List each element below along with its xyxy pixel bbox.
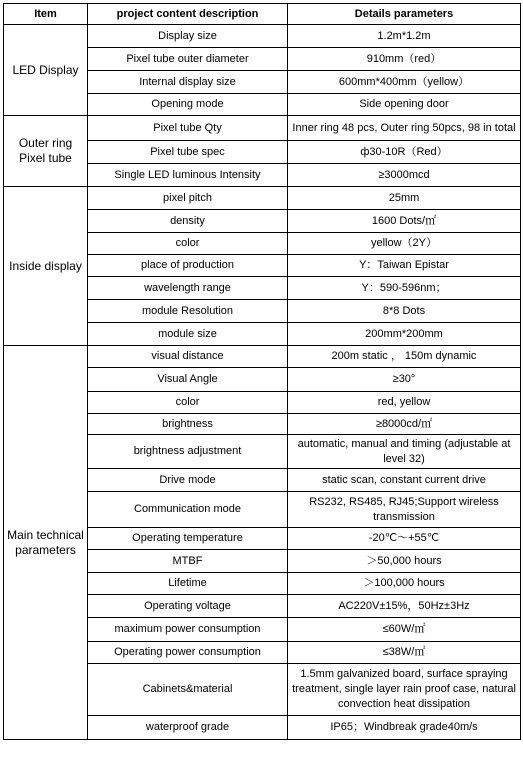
row-description: Operating voltage	[88, 595, 288, 618]
row-value: Inner ring 48 pcs, Outer ring 50pcs, 98 in total	[288, 116, 521, 141]
row-description: color	[88, 392, 288, 414]
row-value: ≤60W/㎡	[288, 618, 521, 642]
row-value: 1600 Dots/㎡	[288, 210, 521, 233]
row-value: 600mm*400mm（yellow）	[288, 71, 521, 94]
table-row	[4, 116, 521, 141]
header-row	[4, 4, 521, 25]
row-value: AC220V±15%，50Hz±3Hz	[288, 595, 521, 618]
row-value: 200mm*200mm	[288, 323, 521, 346]
row-description: visual distance	[88, 346, 288, 368]
row-value: 1.2m*1.2m	[288, 25, 521, 48]
row-value: ≥3000mcd	[288, 164, 521, 187]
group-label: Outer ring Pixel tube	[4, 116, 88, 187]
row-value: Y：590-596nm；	[288, 277, 521, 300]
row-value: 910mm（red）	[288, 48, 521, 71]
row-description: density	[88, 210, 288, 233]
row-description: MTBF	[88, 550, 288, 573]
row-value: ф30-10R（Red）	[288, 141, 521, 164]
row-value: automatic, manual and timing (adjustable at level 32)	[288, 435, 521, 469]
row-description: Pixel tube spec	[88, 141, 288, 164]
row-description: Operating temperature	[88, 528, 288, 550]
row-description: Cabinets&material	[88, 664, 288, 716]
row-value: RS232, RS485, RJ45;Support wireless transmission	[288, 492, 521, 528]
group-label: Inside display	[4, 187, 88, 346]
row-description: color	[88, 233, 288, 255]
table-row	[4, 187, 521, 210]
row-description: pixel pitch	[88, 187, 288, 210]
row-value: yellow（2Y）	[288, 233, 521, 255]
row-description: waterproof grade	[88, 716, 288, 740]
row-description: Lifetime	[88, 573, 288, 595]
row-description: Pixel tube Qty	[88, 116, 288, 141]
row-description: maximum power consumption	[88, 618, 288, 642]
row-description: module Resolution	[88, 300, 288, 323]
row-value: -20℃～+55℃	[288, 528, 521, 550]
row-value: ≤38W/㎡	[288, 642, 521, 664]
row-value: ≥8000cd/㎡	[288, 414, 521, 435]
row-value: ＞100,000 hours	[288, 573, 521, 595]
row-description: Communication mode	[88, 492, 288, 528]
spec-table	[3, 3, 521, 740]
row-description: wavelength range	[88, 277, 288, 300]
row-description: Opening mode	[88, 94, 288, 116]
row-value: 200m static ， 150m dynamic	[288, 346, 521, 368]
table-row	[4, 346, 521, 368]
header-description: project content description	[88, 4, 288, 25]
header-details: Details parameters	[288, 4, 521, 25]
row-value: IP65；Windbreak grade40m/s	[288, 716, 521, 740]
row-value: Y：Taiwan Epistar	[288, 255, 521, 277]
row-description: Single LED luminous Intensity	[88, 164, 288, 187]
row-description: brightness adjustment	[88, 435, 288, 469]
group-label: Main technical parameters	[4, 346, 88, 740]
row-description: Operating power consumption	[88, 642, 288, 664]
row-value: static scan, constant current drive	[288, 469, 521, 492]
row-description: Drive mode	[88, 469, 288, 492]
row-description: Display size	[88, 25, 288, 48]
row-value: 8*8 Dots	[288, 300, 521, 323]
row-description: module size	[88, 323, 288, 346]
row-value: Side opening door	[288, 94, 521, 116]
row-description: Visual Angle	[88, 368, 288, 392]
row-description: Internal display size	[88, 71, 288, 94]
row-description: brightness	[88, 414, 288, 435]
row-value: red, yellow	[288, 392, 521, 414]
table-row	[4, 25, 521, 48]
group-label: LED Display	[4, 25, 88, 116]
row-value: 1.5mm galvanized board, surface spraying treatment, single layer rain proof case, natural convection heat dissipation	[288, 664, 521, 716]
row-value: 25mm	[288, 187, 521, 210]
spec-body	[4, 25, 521, 740]
header-item: Item	[4, 4, 88, 25]
row-value: ＞50,000 hours	[288, 550, 521, 573]
row-description: place of production	[88, 255, 288, 277]
row-value: ≥30°	[288, 368, 521, 392]
row-description: Pixel tube outer diameter	[88, 48, 288, 71]
